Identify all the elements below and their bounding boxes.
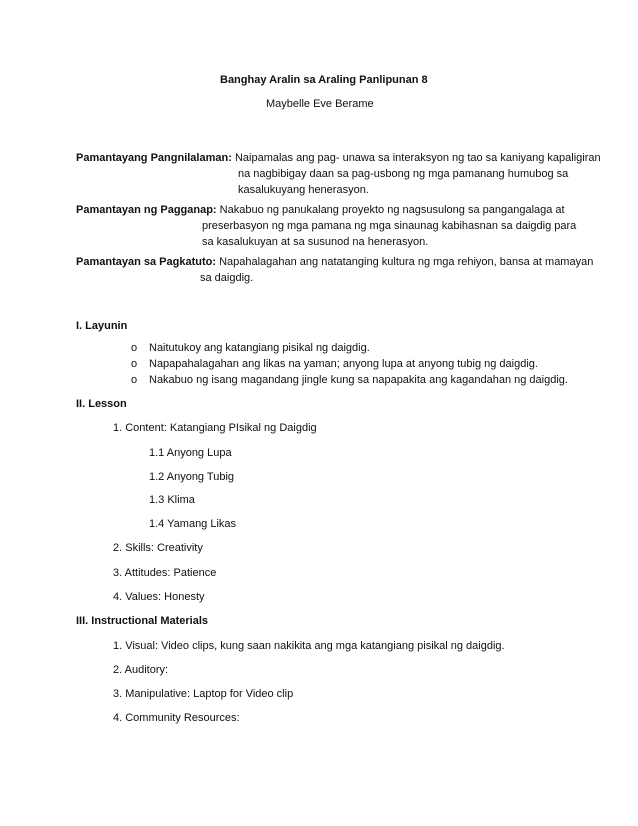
standard-text-line: sa daigdig. — [200, 272, 254, 284]
standard-label: Pamantayan sa Pagkatuto: — [76, 256, 216, 268]
section-heading-layunin: I. Layunin — [76, 320, 128, 332]
standard-text-line: preserbasyon ng mga pamana ng mga sinaunag kabihasnan sa daigdig para — [202, 220, 577, 232]
lesson-skills: 2. Skills: Creativity — [113, 542, 203, 554]
lesson-values: 4. Values: Honesty — [113, 591, 205, 603]
document-title: Banghay Aralin sa Araling Panlipunan 8 — [220, 74, 428, 86]
lesson-subitem: 1.3 Klima — [149, 494, 195, 506]
standard-text-line: Nakabuo ng panukalang proyekto ng nagsusulong sa pangangalaga at — [219, 204, 565, 216]
bullet-icon: o — [131, 358, 138, 370]
bullet-icon: o — [131, 342, 138, 354]
standard-text-line: kasalukuyang henerasyon. — [238, 184, 369, 196]
materials-item: 2. Auditory: — [113, 664, 169, 676]
standard-text-line: na nagbibigay daan sa pag-usbong ng mga pamanang humubog sa — [238, 168, 569, 180]
standard-text-line: sa kasalukuyan at sa susunod na henerasyon. — [202, 236, 429, 248]
lesson-subitem: 1.2 Anyong Tubig — [149, 471, 235, 483]
document-author: Maybelle Eve Berame — [266, 98, 374, 110]
list-item — [131, 342, 370, 354]
list-item-text: Nakabuo ng isang magandang jingle kung sa napapakita ang kagandahan ng daigdig. — [149, 374, 568, 386]
materials-item: 1. Visual: Video clips, kung saan nakikita ang mga katangiang pisikal ng daigdig. — [113, 640, 505, 652]
standard-pagganap — [76, 202, 576, 250]
lesson-subitem: 1.1 Anyong Lupa — [149, 447, 232, 459]
materials-item: 3. Manipulative: Laptop for Video clip — [113, 688, 294, 700]
standard-text-line: Naipamalas ang pag- unawa sa interaksyon ng tao sa kaniyang kapaligiran — [234, 152, 601, 164]
materials-item: 4. Community Resources: — [113, 712, 240, 724]
section-heading-lesson: II. Lesson — [76, 398, 127, 410]
standard-pangnilalaman — [76, 150, 601, 198]
standard-label: Pamantayang Pangnilalaman: — [76, 152, 232, 164]
standard-text-line: Napahalagahan ang natatanging kultura ng mga rehiyon, bansa at mamayan — [219, 256, 594, 268]
list-item — [131, 374, 568, 386]
lesson-attitudes: 3. Attitudes: Patience — [113, 567, 217, 579]
list-item — [131, 358, 538, 370]
standard-pagkatuto — [76, 254, 594, 286]
section-heading-materials: III. Instructional Materials — [76, 615, 209, 627]
list-item-text: Napapahalagahan ang likas na yaman; anyong lupa at anyong tubig ng daigdig. — [149, 358, 538, 370]
lesson-content: 1. Content: Katangiang PIsikal ng Daigdig — [113, 422, 317, 434]
lesson-subitem: 1.4 Yamang Likas — [149, 518, 237, 530]
standard-label: Pamantayan ng Pagganap: — [76, 204, 217, 216]
bullet-icon: o — [131, 374, 138, 386]
list-item-text: Naitutukoy ang katangiang pisikal ng daigdig. — [149, 342, 370, 354]
